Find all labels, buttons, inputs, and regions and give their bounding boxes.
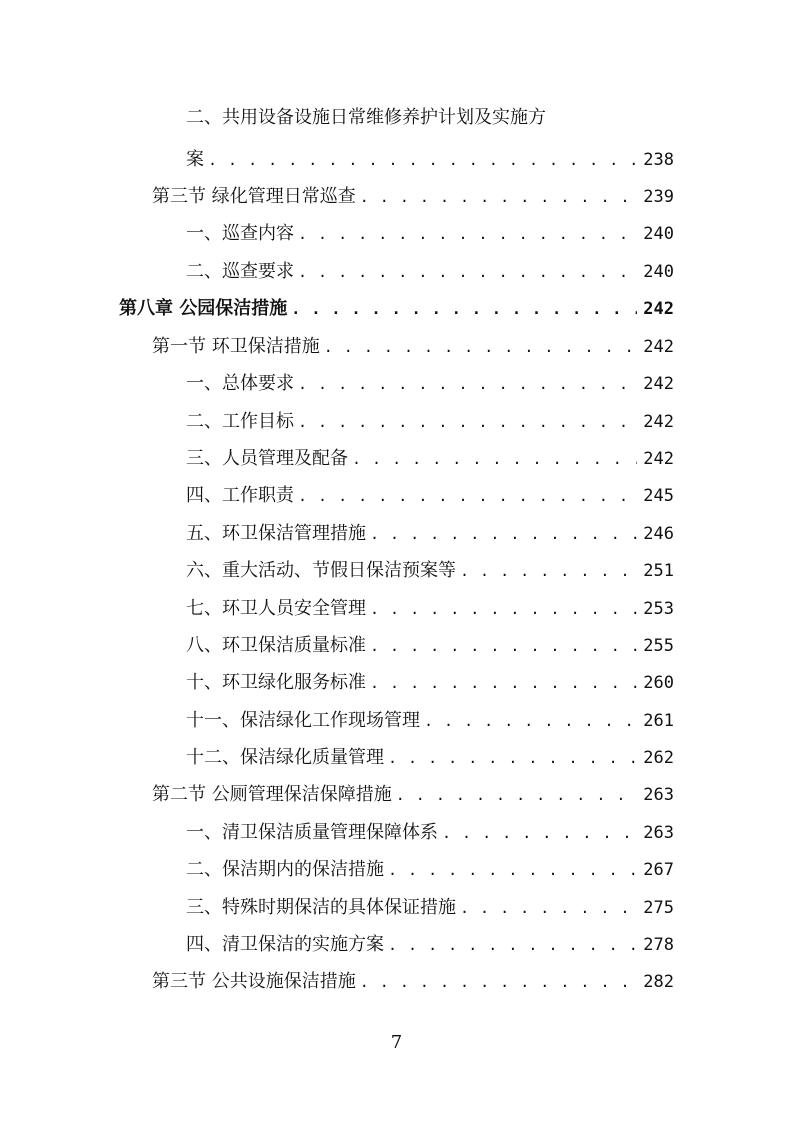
toc-entry[interactable] bbox=[186, 926, 674, 956]
toc-entry[interactable] bbox=[186, 702, 674, 732]
toc-leader-dots bbox=[370, 598, 637, 620]
toc-entry-page: 246 bbox=[643, 524, 674, 544]
toc-entry[interactable] bbox=[186, 215, 674, 245]
toc-entry-page: 278 bbox=[643, 935, 674, 955]
toc-entry-page: 239 bbox=[643, 187, 674, 207]
toc-leader-dots bbox=[298, 485, 637, 507]
toc-entry-page: 242 bbox=[643, 337, 674, 357]
toc-leader-dots bbox=[370, 523, 637, 545]
toc-entry-title: 四、清卫保洁的实施方案 bbox=[186, 934, 384, 955]
toc-leader-dots bbox=[324, 336, 638, 358]
toc-entry-page: 282 bbox=[643, 972, 674, 992]
toc-entry-title: 第三节 公共设施保洁措施 bbox=[152, 971, 356, 992]
toc-entry-page: 242 bbox=[643, 412, 674, 432]
toc-entry-title: 八、环卫保洁质量标准 bbox=[186, 635, 366, 656]
toc-entry-title: 二、巡查要求 bbox=[186, 261, 294, 282]
toc-entry-section[interactable] bbox=[152, 178, 674, 208]
toc-entry[interactable] bbox=[186, 851, 674, 881]
toc-entry-chapter[interactable] bbox=[119, 290, 674, 320]
toc-entry-page: 238 bbox=[643, 150, 674, 170]
toc-entry-title: 第一节 环卫保洁措施 bbox=[152, 336, 320, 357]
toc-entry[interactable] bbox=[186, 739, 674, 769]
toc-entry[interactable] bbox=[186, 515, 674, 545]
toc-leader-dots bbox=[370, 635, 637, 657]
toc-entry-page: 263 bbox=[643, 785, 674, 805]
toc-entry-title: 第八章 公园保洁措施 bbox=[119, 298, 288, 319]
toc-entry[interactable] bbox=[186, 403, 674, 433]
toc-entry-page: 255 bbox=[643, 636, 674, 656]
toc-entry-page: 242 bbox=[643, 299, 674, 319]
toc-entry-page: 242 bbox=[643, 374, 674, 394]
toc-entry[interactable] bbox=[186, 590, 674, 620]
toc-entry-title: 十、环卫绿化服务标准 bbox=[186, 672, 366, 693]
toc-entry-page: 251 bbox=[643, 561, 674, 581]
toc-entry-page: 275 bbox=[643, 898, 674, 918]
toc-leader-dots bbox=[208, 149, 637, 171]
toc-entry[interactable] bbox=[186, 477, 674, 507]
toc-entry[interactable] bbox=[186, 627, 674, 657]
toc-entry-title: 第三节 绿化管理日常巡查 bbox=[152, 186, 356, 207]
toc-entry[interactable] bbox=[186, 664, 674, 694]
page-number: 7 bbox=[390, 1032, 403, 1053]
toc-entry[interactable] bbox=[186, 440, 674, 470]
toc-leader-dots bbox=[396, 784, 638, 806]
toc-entry-title: 七、环卫人员安全管理 bbox=[186, 598, 366, 619]
toc-entry[interactable] bbox=[186, 552, 674, 582]
toc-entry[interactable] bbox=[186, 365, 674, 395]
toc-entry-title: 十一、保洁绿化工作现场管理 bbox=[186, 710, 420, 731]
toc-leader-dots bbox=[388, 934, 637, 956]
toc-entry-title: 二、工作目标 bbox=[186, 411, 294, 432]
toc-leader-dots bbox=[360, 971, 638, 993]
toc-entry-title: 四、工作职责 bbox=[186, 485, 294, 506]
toc-leader-dots bbox=[424, 710, 637, 732]
toc-leader-dots bbox=[352, 448, 637, 470]
toc-leader-dots bbox=[442, 822, 637, 844]
toc-leader-dots bbox=[360, 186, 638, 208]
toc-entry-title: 案 bbox=[186, 149, 204, 170]
toc-entry-title: 三、特殊时期保洁的具体保证措施 bbox=[186, 897, 456, 918]
toc-continued-heading: 二、共用设备设施日常维修养护计划及实施方 bbox=[186, 107, 546, 128]
toc-entry-title: 十二、保洁绿化质量管理 bbox=[186, 747, 384, 768]
toc-entry-page: 240 bbox=[643, 224, 674, 244]
toc-leader-dots bbox=[298, 373, 637, 395]
toc-leader-dots bbox=[388, 859, 637, 881]
toc-entry-title: 三、人员管理及配备 bbox=[186, 448, 348, 469]
toc-leader-dots bbox=[460, 897, 637, 919]
toc-entry[interactable] bbox=[186, 814, 674, 844]
toc-entry-section[interactable] bbox=[152, 328, 674, 358]
toc-entry-page: 245 bbox=[643, 486, 674, 506]
toc-entry-title: 六、重大活动、节假日保洁预案等 bbox=[186, 560, 456, 581]
toc-entry-title: 二、保洁期内的保洁措施 bbox=[186, 859, 384, 880]
toc-entry-page: 253 bbox=[643, 599, 674, 619]
toc-entry-page: 262 bbox=[643, 748, 674, 768]
toc-leader-dots bbox=[291, 298, 637, 320]
toc-leader-dots bbox=[460, 560, 637, 582]
toc-leader-dots bbox=[370, 672, 637, 694]
toc-entry-section[interactable] bbox=[152, 776, 674, 806]
toc-leader-dots bbox=[298, 411, 637, 433]
toc-entry-title: 第二节 公厕管理保洁保障措施 bbox=[152, 784, 392, 805]
toc-leader-dots bbox=[298, 261, 637, 283]
toc-entry-page: 242 bbox=[643, 449, 674, 469]
toc-entry-page: 261 bbox=[643, 711, 674, 731]
toc-entry-page: 267 bbox=[643, 860, 674, 880]
toc-entry[interactable] bbox=[186, 141, 674, 171]
toc-entry[interactable] bbox=[186, 253, 674, 283]
toc-entry-title: 五、环卫保洁管理措施 bbox=[186, 523, 366, 544]
toc-entry-page: 240 bbox=[643, 262, 674, 282]
toc-entry-page: 263 bbox=[643, 823, 674, 843]
toc-entry-title: 一、巡查内容 bbox=[186, 223, 294, 244]
toc-entry-title: 一、清卫保洁质量管理保障体系 bbox=[186, 822, 438, 843]
toc-entry-section[interactable] bbox=[152, 963, 674, 993]
toc-leader-dots bbox=[388, 747, 637, 769]
toc-entry[interactable] bbox=[186, 889, 674, 919]
toc-entry-title: 一、总体要求 bbox=[186, 373, 294, 394]
toc-leader-dots bbox=[298, 223, 637, 245]
toc-entry-page: 260 bbox=[643, 673, 674, 693]
